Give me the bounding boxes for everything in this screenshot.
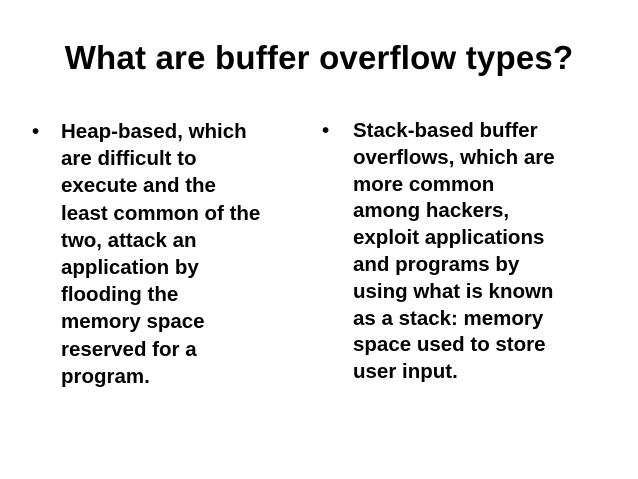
bullet-line: flooding the [61,283,179,307]
bullet-stack-based [322,118,622,386]
bullet-icon: • [32,120,40,143]
bullet-line: least common of the [61,201,261,225]
bullet-line: space used to store [353,333,546,357]
bullet-line: user input. [353,360,458,384]
bullet-line: memory space [61,310,205,334]
slide-title: What are buffer overflow types? [64,39,574,76]
bullet-line: using what is known [353,279,554,303]
right-bullet-list [322,118,622,386]
bullet-line: application by [61,256,199,280]
bullet-line: reserved for a [61,337,197,361]
bullet-line: are difficult to [61,147,197,171]
bullet-line: Stack-based buffer [353,119,538,142]
bullet-icon: • [322,119,330,142]
bullet-line: overflows, which are [353,145,555,169]
bullet-line: among hackers, [353,199,510,223]
bullet-heap-based [32,118,317,390]
left-bullet-list [32,118,317,390]
bullet-line: as a stack: memory [353,306,544,330]
bullet-line: execute and the [61,174,216,198]
bullet-line: and programs by [353,252,520,276]
bullet-line: more common [353,172,495,196]
bullet-line: program. [61,364,150,388]
bullet-line: two, attack an [61,228,197,252]
bullet-line: Heap-based, which [61,120,247,143]
bullet-line: exploit applications [353,226,545,250]
